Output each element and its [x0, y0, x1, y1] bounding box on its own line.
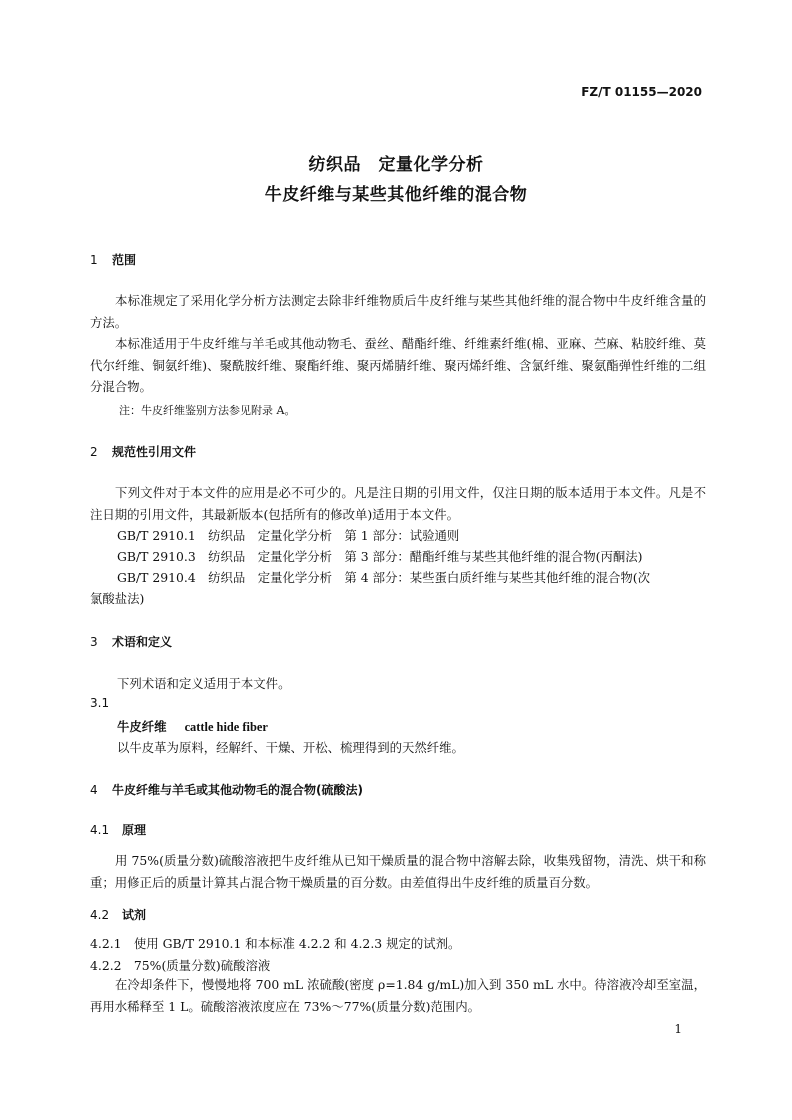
subsection-title: 原理: [122, 823, 147, 837]
page-number: 1: [674, 1022, 682, 1036]
reference-1: GB/T 2910.1 纺织品 定量化学分析 第 1 部分：试验通则: [117, 528, 460, 543]
clause-4-2-2-paragraph: 在冷却条件下，慢慢地将 700 mL 浓硫酸(密度 ρ=1.84 g/mL)加入到 350 mL 水中。待溶液冷却至室温，再用水稀释至 1 L。硫酸溶液浓度应在 73%～77%(质量分数)范围内。: [90, 977, 706, 1014]
section-3-heading: [90, 633, 172, 650]
section-4-heading: [90, 781, 363, 798]
section-number: 1: [90, 253, 98, 267]
terms-intro: 下列术语和定义适用于本文件。: [117, 676, 291, 691]
principle-paragraph: 用 75%(质量分数)硫酸溶液把牛皮纤维从已知干燥质量的混合物中溶解去除，收集残留物，清洗、烘干和称重；用修正后的质量计算其占混合物干燥质量的百分数。由差值得出牛皮纤维的质量百分数。: [90, 853, 706, 890]
term-english: cattle hide fiber: [184, 720, 268, 734]
subsection-4-1-heading: [90, 821, 146, 838]
section-number: 4: [90, 783, 98, 797]
subsection-number: 4.1: [90, 823, 110, 837]
section-2-heading: [90, 443, 196, 460]
clause-4-2-1: 4.2.1 使用 GB/T 2910.1 和本标准 4.2.2 和 4.2.3 规定的试剂。: [90, 936, 461, 951]
reference-2: GB/T 2910.3 纺织品 定量化学分析 第 3 部分：醋酯纤维与某些其他纤维的混合物(丙酮法): [117, 549, 643, 564]
clause-4-2-2: 4.2.2 75%(质量分数)硫酸溶液: [90, 958, 271, 973]
scope-note: 注：牛皮纤维鉴别方法参见附录 A。: [119, 404, 296, 417]
section-title: 范围: [112, 253, 137, 267]
term-definition: 以牛皮革为原料，经解纤、干燥、开松、梳理得到的天然纤维。: [117, 740, 464, 755]
title-line-2: 牛皮纤维与某些其他纤维的混合物: [264, 185, 528, 205]
subsection-number: 4.2: [90, 908, 110, 922]
section-number: 3: [90, 635, 98, 649]
reference-3-continued: 氯酸盐法): [90, 591, 145, 606]
subsection-4-2-heading: [90, 906, 146, 923]
document-number: FZ/T 01155—2020: [581, 85, 702, 99]
term-entry: [117, 717, 268, 735]
scope-paragraph-1: 本标准规定了采用化学分析方法测定去除非纤维物质后牛皮纤维与某些其他纤维的混合物中牛皮纤维含量的方法。: [90, 293, 706, 330]
section-title: 术语和定义: [112, 635, 173, 649]
section-title: 牛皮纤维与羊毛或其他动物毛的混合物(硫酸法): [112, 783, 363, 797]
section-number: 2: [90, 445, 98, 459]
reference-3: GB/T 2910.4 纺织品 定量化学分析 第 4 部分：某些蛋白质纤维与某些其他纤维的混合物(次: [117, 570, 651, 585]
scope-paragraph-2: 本标准适用于牛皮纤维与羊毛或其他动物毛、蚕丝、醋酯纤维、纤维素纤维(棉、亚麻、苎麻、粘胶纤维、莫代尔纤维、铜氨纤维)、聚酰胺纤维、聚酯纤维、聚丙烯腈纤维、聚丙烯纤维、含氯纤维、聚氨酯弹性纤维的二组分混合物。: [90, 336, 706, 394]
subsection-title: 试剂: [122, 908, 147, 922]
title-line-1: 纺织品 定量化学分析: [308, 155, 484, 175]
references-intro: 下列文件对于本文件的应用是必不可少的。凡是注日期的引用文件，仅注日期的版本适用于本文件。凡是不注日期的引用文件，其最新版本(包括所有的修改单)适用于本文件。: [90, 485, 706, 522]
term-chinese: 牛皮纤维: [117, 719, 167, 734]
section-title: 规范性引用文件: [112, 445, 197, 459]
term-number: 3.1: [90, 696, 110, 710]
section-1-heading: [90, 251, 136, 268]
